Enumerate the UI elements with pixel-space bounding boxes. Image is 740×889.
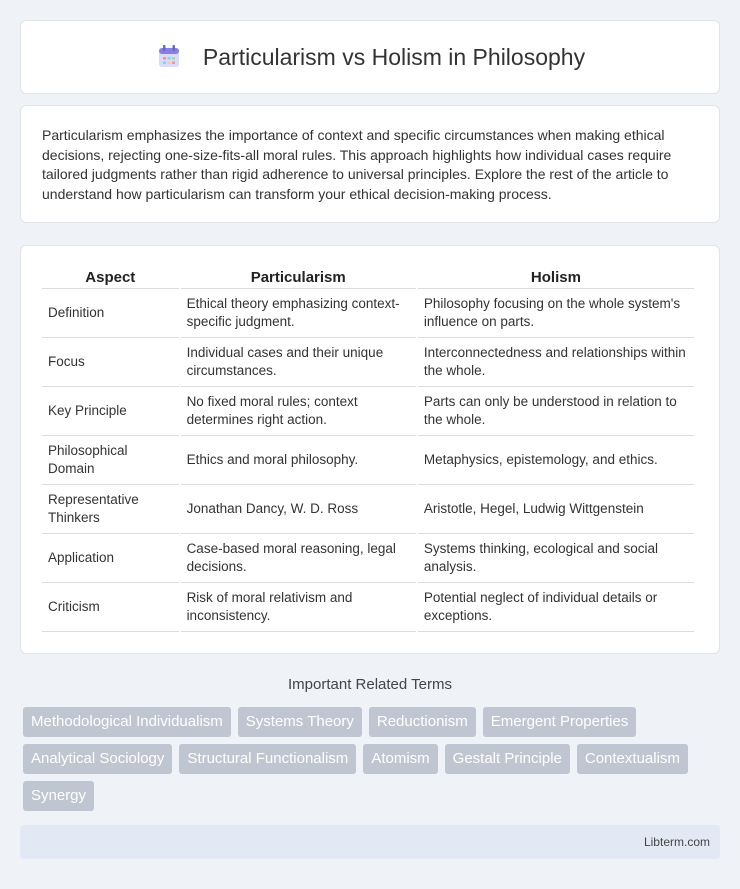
cell-aspect: Philosophical Domain: [42, 436, 179, 485]
cell-holism: Philosophy focusing on the whole system's influence on parts.: [418, 289, 694, 338]
table-row: [42, 534, 694, 583]
footer-site-link[interactable]: Libterm.com: [643, 835, 710, 849]
comparison-table-card: [20, 245, 720, 654]
related-terms-list: [23, 707, 713, 818]
calendar-icon: [155, 43, 183, 71]
comparison-table: [40, 266, 696, 632]
cell-holism: Interconnectedness and relationships within the whole.: [418, 338, 694, 387]
cell-aspect: Representative Thinkers: [42, 485, 179, 534]
cell-particularism: Ethical theory emphasizing context-specific judgment.: [181, 289, 416, 338]
footer: [20, 825, 720, 859]
related-terms-title: Important Related Terms: [288, 676, 452, 693]
cell-particularism: Individual cases and their unique circumstances.: [181, 338, 416, 387]
header-aspect: Aspect: [42, 266, 179, 289]
cell-aspect: Definition: [42, 289, 179, 338]
cell-holism: Potential neglect of individual details or exceptions.: [418, 583, 694, 632]
related-term-tag[interactable]: Systems Theory: [238, 707, 362, 737]
page-title: Particularism vs Holism in Philosophy: [202, 43, 586, 70]
header-holism: Holism: [418, 266, 694, 289]
cell-particularism: No fixed moral rules; context determines right action.: [181, 387, 416, 436]
related-term-tag[interactable]: Structural Functionalism: [179, 744, 356, 774]
header-particularism: Particularism: [181, 266, 416, 289]
cell-holism: Metaphysics, epistemology, and ethics.: [418, 436, 694, 485]
table-row: [42, 289, 694, 338]
table-row: [42, 583, 694, 632]
cell-holism: Aristotle, Hegel, Ludwig Wittgenstein: [418, 485, 694, 534]
cell-aspect: Focus: [42, 338, 179, 387]
cell-holism: Systems thinking, ecological and social analysis.: [418, 534, 694, 583]
cell-aspect: Key Principle: [42, 387, 179, 436]
cell-aspect: Criticism: [42, 583, 179, 632]
intro-card: [20, 105, 720, 223]
cell-particularism: Ethics and moral philosophy.: [181, 436, 416, 485]
cell-particularism: Risk of moral relativism and inconsistency.: [181, 583, 416, 632]
intro-text: Particularism emphasizes the importance of context and specific circumstances when making ethical decisions, rejecting one-size-fits-all moral rules. This approach highlights how individual cases require tailored judgments rather than rigid adherence to universal principles. Explore the rest of the article to understand how particularism can transform your ethical decision-making process.: [42, 127, 672, 202]
table-row: [42, 338, 694, 387]
related-term-tag[interactable]: Reductionism: [369, 707, 476, 737]
related-term-tag[interactable]: Analytical Sociology: [23, 744, 172, 774]
table-row: [42, 387, 694, 436]
header-card: [20, 20, 720, 94]
related-term-tag[interactable]: Methodological Individualism: [23, 707, 231, 737]
cell-particularism: Case-based moral reasoning, legal decisions.: [181, 534, 416, 583]
cell-holism: Parts can only be understood in relation to the whole.: [418, 387, 694, 436]
related-term-tag[interactable]: Contextualism: [577, 744, 688, 774]
cell-aspect: Application: [42, 534, 179, 583]
table-header-row: [42, 266, 694, 289]
related-term-tag[interactable]: Synergy: [23, 781, 94, 811]
related-term-tag[interactable]: Gestalt Principle: [445, 744, 570, 774]
table-row: [42, 485, 694, 534]
related-term-tag[interactable]: Emergent Properties: [483, 707, 637, 737]
related-term-tag[interactable]: Atomism: [363, 744, 437, 774]
cell-particularism: Jonathan Dancy, W. D. Ross: [181, 485, 416, 534]
table-row: [42, 436, 694, 485]
